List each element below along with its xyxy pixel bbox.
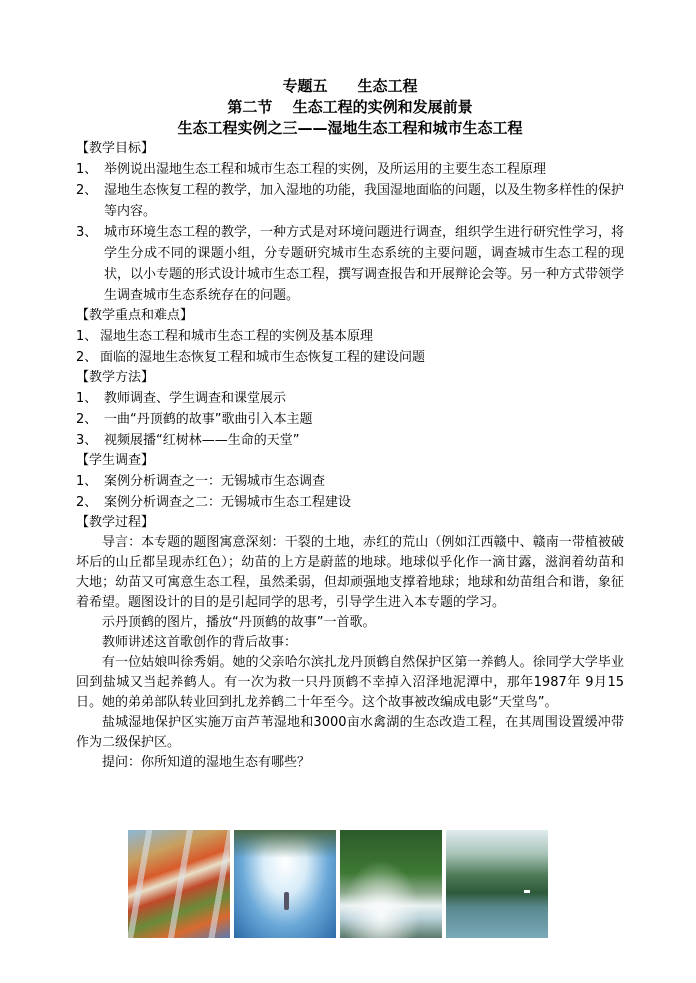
keypoints-list	[76, 326, 624, 368]
mountain-stream-photo	[340, 830, 442, 938]
paragraph: 示丹顶鹤的图片，播放“丹顶鹤的故事”一首歌。	[102, 615, 376, 630]
item-number: 1、	[76, 162, 98, 177]
methods-heading: 【教学方法】	[76, 370, 155, 385]
water-reflection-photo	[234, 830, 336, 938]
item-number: 1、	[76, 474, 98, 489]
item-number: 2、	[76, 412, 98, 427]
paragraph: 盐城湿地保护区实施万亩芦苇湿地和3000亩水禽湖的生态改造工程，在其周围设置缓冲带作为二级保护区。	[76, 715, 624, 750]
item-text: 面临的湿地生态恢复工程和城市生态恢复工程的建设问题	[100, 350, 426, 365]
item-text: 举例说出湿地生态工程和城市生态工程的实例，及所运用的主要生态工程原理	[104, 162, 547, 177]
process-heading: 【教学过程】	[76, 515, 155, 530]
wetland-photo-strip	[128, 830, 548, 938]
wetland-marsh-photo	[128, 830, 230, 938]
topic-title: 专题五 生态工程	[282, 77, 418, 95]
goals-list	[76, 159, 624, 306]
item-number: 2、	[76, 495, 98, 510]
keypoints-heading: 【教学重点和难点】	[76, 308, 194, 323]
question-paragraph: 提问：你所知道的湿地生态有哪些？	[102, 755, 311, 770]
item-number: 2、	[76, 183, 98, 198]
list-item	[76, 492, 624, 513]
item-text: 教师调查、学生调查和课堂展示	[104, 391, 287, 406]
list-item	[76, 326, 624, 347]
intro-paragraph: 导言：本专题的题图寓意深刻：干裂的土地，赤红的荒山（例如江西赣中、赣南一带植被破坏后的山丘都呈现赤红色）；幼苗的上方是蔚蓝的地球。地球似乎化作一滴甘露，滋润着幼苗和大地；幼苗又可寓意生态工程，虽然柔弱，但却顽强地支撑着地球；地球和幼苗组合和谐，象征着希望。题图设计的目的是引起同学的思考，引导学生进入本专题的学习。	[76, 535, 624, 610]
item-text: 城市环境生态工程的教学，一种方式是对环境问题进行调查，组织学生进行研究性学习，将学生分成不同的课题小组，分专题研究城市生态系统的主要问题，调查城市生态工程的现状，以小专题的形式设计城市生态工程，撰写调查报告和开展辩论会等。另一种方式带领学生调查城市生态系统存在的问题。	[104, 225, 625, 303]
list-item	[76, 471, 624, 492]
goals-heading: 【教学目标】	[76, 141, 155, 156]
lesson-title: 生态工程实例之三——湿地生态工程和城市生态工程	[177, 119, 523, 137]
item-number: 3、	[76, 433, 98, 448]
list-item	[76, 180, 624, 222]
item-text: 案例分析调查之二：无锡城市生态工程建设	[104, 495, 352, 510]
list-item	[76, 222, 624, 306]
list-item	[76, 430, 624, 451]
list-item	[76, 159, 624, 180]
item-number: 1、	[76, 391, 98, 406]
methods-list	[76, 388, 624, 451]
item-text: 视频展播“红树林——生命的天堂”	[104, 433, 300, 448]
section-title: 第二节 生态工程的实例和发展前景	[227, 98, 473, 116]
item-number: 1、	[76, 329, 98, 344]
item-text: 湿地生态恢复工程的教学，加入湿地的功能，我国湿地面临的问题，以及生物多样性的保护等内容。	[104, 183, 625, 219]
document-page	[76, 76, 624, 773]
paragraph: 教师讲述这首歌创作的背后故事：	[102, 635, 298, 650]
list-item	[76, 388, 624, 409]
survey-heading: 【学生调查】	[76, 453, 155, 468]
lake-shore-photo	[446, 830, 548, 938]
item-text: 案例分析调查之一：无锡城市生态调查	[104, 474, 326, 489]
story-paragraph: 有一位姑娘叫徐秀娟。她的父亲哈尔滨扎龙丹顶鹤自然保护区第一养鹤人。徐同学大学毕业回到盐城又当起养鹤人。有一次为救一只丹顶鹤不幸掉入沼泽地泥潭中，那年1987年 9月15日。她的弟弟部队转业回到扎龙养鹤二十年至今。这个故事被改编成电影“天堂鸟”。	[76, 655, 624, 710]
item-number: 2、	[76, 350, 98, 365]
survey-list	[76, 471, 624, 513]
item-number: 3、	[76, 225, 98, 240]
item-text: 一曲“丹顶鹤的故事”歌曲引入本主题	[104, 412, 313, 427]
item-text: 湿地生态工程和城市生态工程的实例及基本原理	[100, 329, 374, 344]
list-item	[76, 409, 624, 430]
list-item	[76, 347, 624, 368]
